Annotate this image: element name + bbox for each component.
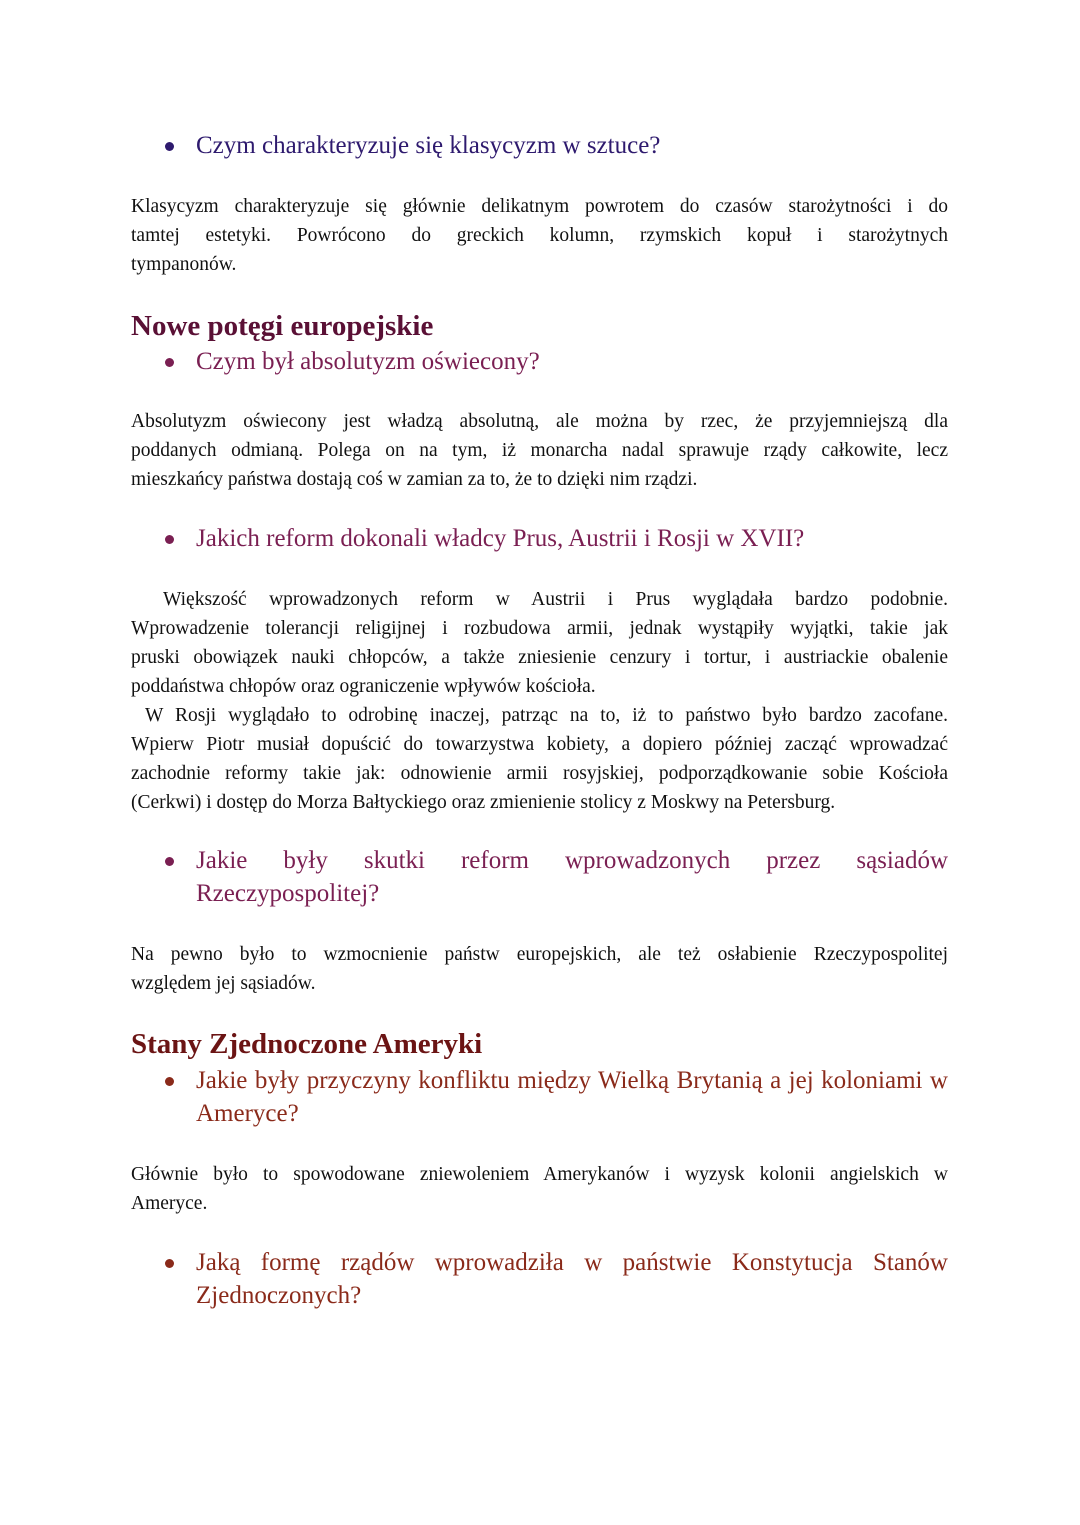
question-text xyxy=(196,1064,948,1130)
question-line: Rzeczypospolitej? xyxy=(196,880,380,907)
question-line: Jakie były skutki reform wprowadzonych przez sąsiadów xyxy=(196,847,948,874)
question-absolutyzm xyxy=(131,345,948,378)
bullet-icon xyxy=(165,142,174,151)
answer-line: mieszkańcy państwa dostają coś w zamian za to, że to dzięki nim rządzi. xyxy=(131,469,698,490)
question-klasycyzm xyxy=(131,129,948,162)
bullet-icon xyxy=(165,358,174,367)
answer-reformy xyxy=(131,585,948,817)
section-heading-nowe-potegi: Nowe potęgi europejskie xyxy=(131,310,434,342)
question-reformy xyxy=(131,522,948,555)
answer-konflikt xyxy=(131,1160,948,1218)
question-line: Ameryce? xyxy=(196,1100,299,1127)
question-skutki xyxy=(131,844,948,910)
answer-line: Absolutyzm oświecony jest władzą absolutną, ale można by rzec, że przyjemniejszą dla xyxy=(131,411,948,432)
answer-line: zachodnie reformy takie jak: odnowienie armii rosyjskiej, podporządkowanie sobie Kościoła xyxy=(131,763,948,784)
answer-line: Wprowadzenie tolerancji religijnej i rozbudowa armii, jednak wystąpiły wyjątki, takie jak xyxy=(131,618,948,639)
answer-line: Klasycyzm charakteryzuje się głównie delikatnym powrotem do czasów starożytności i do xyxy=(131,196,948,217)
answer-skutki xyxy=(131,940,948,998)
bullet-icon xyxy=(165,1259,174,1268)
bullet-icon xyxy=(165,1077,174,1086)
answer-line: poddaństwa chłopów oraz ograniczenie wpływów kościoła. xyxy=(131,676,596,697)
question-line: Zjednoczonych? xyxy=(196,1282,362,1309)
answer-line: pruski obowiązek nauki chłopców, a także zniesienie cenzury i tortur, i austriackie obalenie xyxy=(131,647,948,668)
answer-absolutyzm xyxy=(131,407,948,494)
answer-line: W Rosji wyglądało to odrobinę inaczej, patrząc na to, iż to państwo było bardzo zacofane. xyxy=(145,705,948,726)
answer-line: Wpierw Piotr musiał dopuścić do towarzystwa kobiety, a dopiero później zacząć wprowadzać xyxy=(131,734,948,755)
answer-line: Głównie było to spowodowane zniewoleniem Amerykanów i wyzysk kolonii angielskich w xyxy=(131,1164,948,1185)
question-text: Jakich reform dokonali władcy Prus, Austrii i Rosji w XVII? xyxy=(196,525,805,552)
answer-line: tamtej estetyki. Powrócono do greckich kolumn, rzymskich kopuł i starożytnych xyxy=(131,225,948,246)
bullet-icon xyxy=(165,857,174,866)
question-text xyxy=(196,1246,948,1312)
question-line: Jakie były przyczyny konfliktu między Wielką Brytanią a jej koloniami w xyxy=(196,1067,948,1094)
answer-line: tympanonów. xyxy=(131,254,237,275)
answer-line: (Cerkwi) i dostęp do Morza Bałtyckiego oraz zmienienie stolicy z Moskwy na Petersburg. xyxy=(131,792,836,813)
answer-klasycyzm xyxy=(131,192,948,279)
answer-line: względem jej sąsiadów. xyxy=(131,973,316,994)
question-line: Jaką formę rządów wprowadziła w państwie Konstytucja Stanów xyxy=(196,1249,948,1276)
answer-line: Na pewno było to wzmocnienie państw europejskich, ale też osłabienie Rzeczypospolitej xyxy=(131,944,948,965)
question-konflikt xyxy=(131,1064,948,1130)
bullet-icon xyxy=(165,535,174,544)
answer-line: poddanych odmianą. Polega on na tym, iż monarcha nadal sprawuje rządy całkowite, lecz xyxy=(131,440,948,461)
answer-line: Ameryce. xyxy=(131,1193,208,1214)
question-konstytucja xyxy=(131,1246,948,1312)
section-heading-usa: Stany Zjednoczone Ameryki xyxy=(131,1028,483,1060)
question-text xyxy=(196,844,948,910)
answer-line: Większość wprowadzonych reform w Austrii i Prus wyglądała bardzo podobnie. xyxy=(163,589,948,610)
question-text: Czym był absolutyzm oświecony? xyxy=(196,348,540,375)
question-text: Czym charakteryzuje się klasycyzm w sztuce? xyxy=(196,132,661,159)
